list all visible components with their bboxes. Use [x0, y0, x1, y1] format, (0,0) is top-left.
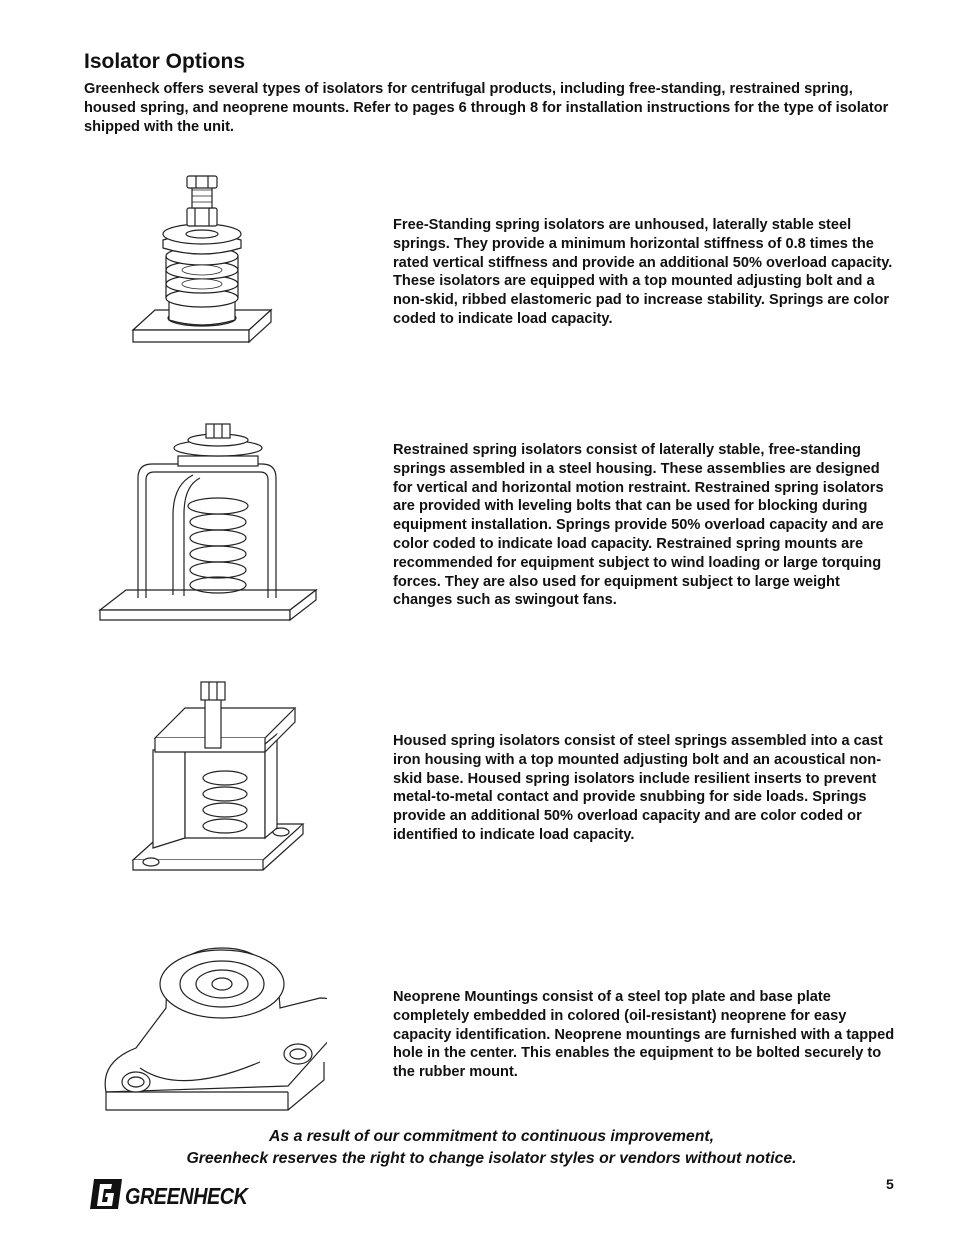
page-title: Isolator Options: [84, 50, 246, 73]
free-standing-spring-isolator-drawing: [125, 170, 275, 375]
free-standing-description: Free-Standing spring isolators are unhoused, laterally stable steel springs. They provide a minimum horizontal stiffness of 0.8 times the rated vertical stiffness and provide an additional 50% overload capacity. These isolators are equipped with a top mounted adjusting bolt and a non-skid, ribbed elastomeric pad to increase stability. Springs are color coded to indicate load capacity.: [393, 217, 893, 327]
neoprene-mounting-drawing: [102, 940, 327, 1120]
intro-paragraph: Greenheck offers several types of isolators for centrifugal products, including free-standing, restrained spring, housed spring, and neoprene mounts. Refer to pages 6 through 8 for installation instructions for the type of isolator shipped with the unit.: [84, 81, 889, 135]
notice-line-1: As a result of our commitment to continuous improvement,: [269, 1128, 714, 1145]
neoprene-description: Neoprene Mountings consist of a steel top plate and base plate completely embedded in colored (oil-resistant) neoprene for easy capacity identification. Neoprene mountings are furnished with a tapped hole in the center. This enables the equipment to be bolted securely to the rubber mount.: [393, 989, 895, 1081]
greenheck-logo-icon: [90, 1179, 122, 1214]
greenheck-brand-name: GREENHECK: [125, 1182, 248, 1209]
restrained-spring-isolator-drawing: [98, 420, 320, 625]
page-number: 5: [886, 1176, 894, 1192]
housed-spring-isolator-drawing: [125, 678, 310, 898]
notice-line-2: Greenheck reserves the right to change isolator styles or vendors without notice.: [186, 1150, 797, 1167]
restrained-spring-description: Restrained spring isolators consist of laterally stable, free-standing springs assembled in a steel housing. These assemblies are designed for vertical and horizontal motion restraint. Restrained spring isolators are provided with leveling bolts that can be used for blocking during equipment installation. Springs provide 50% overload capacity and are color coded to indicate load capacity. Restrained spring mounts are recommended for equipment subject to wind loading or large torquing forces. They are also used for equipment subject to large weight changes such as swingout fans.: [393, 442, 884, 609]
greenheck-logo: [90, 1180, 267, 1212]
housed-spring-description: Housed spring isolators consist of steel springs assembled into a cast iron housing with a top mounted adjusting bolt and an acoustical non-skid base. Housed spring isolators include resilient inserts to prevent metal-to-metal contact and provide snubbing for side loads. Springs provide an additional 50% overload capacity and are color coded or identified to indicate load capacity.: [393, 733, 883, 843]
